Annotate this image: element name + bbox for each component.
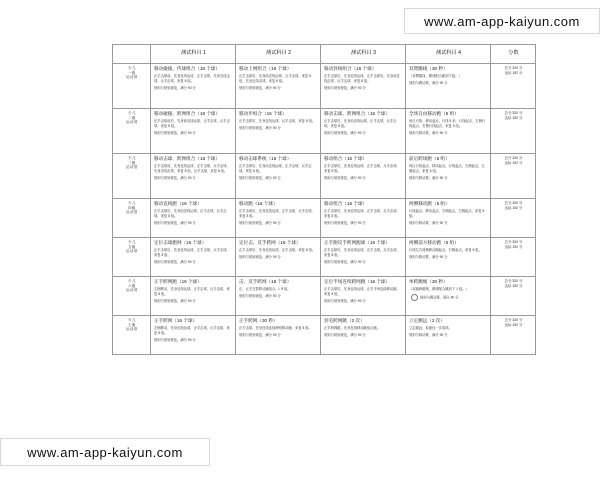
cell-title: 移动步组合（16 个球） xyxy=(239,111,287,116)
cell-title: 移动击球、跨网组合（16 个球） xyxy=(324,111,391,116)
cell-subject-1 xyxy=(151,154,236,199)
cell-note: 规则与规划规范，满分 90 分 xyxy=(154,220,196,225)
cell-title: 正手跨网（30 秒） xyxy=(239,318,278,323)
row-label: 少儿 七级 运动营 xyxy=(113,316,151,355)
cell-subject-4 xyxy=(406,316,491,355)
cell-note: 规则与规划规范，满分 90 分 xyxy=(324,332,366,337)
cell-body: 场区行线起点、移动起点，行线起点，右侧起点，左侧起点，来复 5 组。 xyxy=(409,163,485,173)
header-subject-1: 测试科目 1 xyxy=(151,45,236,64)
cell-note: 规则与踢动要，满分 90 分 xyxy=(409,80,448,85)
cell-note: 规则与规划规范，满分 90 分 xyxy=(324,220,366,225)
cell-subject-3 xyxy=(321,109,406,154)
cell-subject-4 xyxy=(406,277,491,316)
cell-body: 立定跳远，取最佳一次成绩。 xyxy=(409,325,452,330)
cell-score: 总分 320 分 达标 192 分 xyxy=(491,277,536,316)
cell-subject-2 xyxy=(236,154,321,199)
cell-title: 两侧前方移动跑（5 组） xyxy=(409,240,459,245)
cell-note: 规则与规划规范，满分 90 分 xyxy=(324,259,366,264)
cell-title: 两侧移动跑（5 组） xyxy=(409,201,450,206)
cell-body: 左侧移动，先身近线运球，正手击球，反手击球，来复 8 组。 xyxy=(154,325,230,335)
cell-title: 移动碰撞、跨网组合（16 个球） xyxy=(154,111,221,116)
cell-title: 立定跳远（2 次） xyxy=(409,318,445,323)
cell-title: 定位击球跑网（16 个球） xyxy=(154,240,207,245)
cell-subject-1 xyxy=(151,277,236,316)
cell-body: 正手击球后，先身前近线运球，正手击球，反手击球，来复 8 组。 xyxy=(324,118,397,128)
cell-body: 正手击球后，先身前近线运球，正手击球，反手击球，来复 8 组。 xyxy=(239,163,312,173)
header-corner xyxy=(113,45,151,64)
table-row xyxy=(113,154,536,199)
cell-body: （双跳跨跳绳，踢球配合跳到下 1 组。） xyxy=(409,286,469,291)
cell-title: 定位半场连续跨网跑（16 个球） xyxy=(324,279,391,284)
cell-body: 正手击球后，先身前近线运球，正手击球，反手击球，来复 8 组。 xyxy=(154,208,227,218)
cell-body: （双臂跳线，踢球配合跳到下组。） xyxy=(409,73,462,78)
cell-title: 单跨跳绳（30 秒） xyxy=(409,279,448,284)
cell-score: 总分 320 分 达标 192 分 xyxy=(491,199,536,238)
row-label: 少儿 五级 运动营 xyxy=(113,238,151,277)
cell-title: 击、反手跨网（16 个球） xyxy=(239,279,292,284)
cell-title: 正手跑反手跨网跑球（16 个球） xyxy=(324,240,391,245)
cell-body: 正手击球后，先身近线运球，正手击球，反手击球，来复 8 组。 xyxy=(324,208,400,218)
watermark-top: www.am-app-kaiyun.com xyxy=(404,8,600,34)
cell-title: 定位击、反手跨网（16 个球） xyxy=(239,240,301,245)
cell-note: 规则与规划规范，满分 90 分 xyxy=(154,130,196,135)
cell-subject-2 xyxy=(236,238,321,277)
cell-subject-2 xyxy=(236,316,321,355)
cell-body: 行线起点，移动起点，右侧起点，左侧起点，来复 5 组。 xyxy=(409,208,485,218)
cell-subject-1 xyxy=(151,64,236,109)
cell-body: 正、反手交替移动跑组合，L 8 组。 xyxy=(239,286,291,291)
row-label: 少儿 一级 运动营 xyxy=(113,64,151,109)
assessment-table xyxy=(112,44,536,355)
cell-note: 规则与规划规范，满分 90 分 xyxy=(239,220,281,225)
cell-subject-3 xyxy=(321,199,406,238)
cell-body: 正手击球前，先身近线运球，正手击球，反手击球，先身近线击球，来复 8 组，反手击球，来复 8 组。 xyxy=(154,163,230,173)
cell-body: 正手击球，先身近线连续跨网移动跑，来复 8 组。 xyxy=(239,325,312,330)
cell-title: 移动上网组合（16 个球） xyxy=(239,66,292,71)
cell-score: 总分 320 分 达标 192 分 xyxy=(491,316,536,355)
row-label: 少儿 六级 运动营 xyxy=(113,277,151,316)
cell-title: 双臂跳线（30 秒） xyxy=(409,66,448,71)
cell-note: 规则与规划规范，满分 90 分 xyxy=(324,85,366,90)
cell-title: 移动击球系统（16 个球） xyxy=(239,156,292,161)
cell-subject-4 xyxy=(406,199,491,238)
header-subject-3: 测试科目 3 xyxy=(321,45,406,64)
cell-note: 规则与规划规范，满分 90 分 xyxy=(239,332,281,337)
cell-body: 正手击球后，先身近线运球，正手击球，反手击球，来复 8 组。 xyxy=(324,247,400,257)
cell-subject-3 xyxy=(321,64,406,109)
cell-title: 移动直线跑（16 个球） xyxy=(154,201,202,206)
cell-body: 左侧移动，先身近线运球，正手击球，反手击球，来复 8 组。 xyxy=(154,286,230,296)
cell-note: 规则与规划规范，满分 90 分 xyxy=(154,175,196,180)
cell-score: 总分 320 分 达标 192 分 xyxy=(491,109,536,154)
cell-note: 规则与踢动要，满分 90 分 xyxy=(409,294,488,301)
row-label: 少儿 二级 运动营 xyxy=(113,109,151,154)
cell-note: 规则与规划规范，满分 90 分 xyxy=(154,259,196,264)
cell-subject-3 xyxy=(321,316,406,355)
cell-subject-2 xyxy=(236,109,321,154)
cell-subject-3 xyxy=(321,238,406,277)
cell-body: 正手击球后，先身近线运球，正手半场连续移动跑，来复 8 组。 xyxy=(324,286,400,296)
header-score: 分数 xyxy=(491,45,536,64)
cell-title: 全场自由移动跑（5 组） xyxy=(409,111,459,116)
table-row xyxy=(113,199,536,238)
header-subject-2: 测试科目 2 xyxy=(236,45,321,64)
cell-body: 正手击球后，先身近线运球，反手击球，来复 8 组。 xyxy=(239,118,316,123)
cell-title: 移动碰撞、传球组合（16 个球） xyxy=(154,66,221,71)
cell-body: 正手击球后，先身前近线运球，反手击球，来复 8 组，先身近线击球，来复 8 组。 xyxy=(239,73,311,83)
cell-subject-4 xyxy=(406,109,491,154)
cell-subject-4 xyxy=(406,238,491,277)
cell-subject-1 xyxy=(151,238,236,277)
cell-title: 正手跨网跑（16 个球） xyxy=(154,279,202,284)
cell-subject-2 xyxy=(236,277,321,316)
cell-note: 规则与规划规范，满分 90 分 xyxy=(154,337,196,342)
cell-score: 总分 320 分 达标 192 分 xyxy=(491,64,536,109)
cell-note: 规则与移动要，满分 90 分 xyxy=(409,332,448,337)
cell-title: 移动组合（16 个球） xyxy=(324,156,368,161)
cell-note: 规则与规划规范，满分 90 分 xyxy=(239,293,281,298)
cell-title: 羽毛跨网跳（2 次） xyxy=(324,318,365,323)
cell-title: 前后跨场跑（5 组） xyxy=(409,156,450,161)
cell-body: 正手击球后，先身近线运球，正手击球后，先身前近线击球，反手击球，来复 8 组。 xyxy=(324,73,400,83)
cell-subject-4 xyxy=(406,64,491,109)
table-row xyxy=(113,64,536,109)
table-container xyxy=(112,44,523,355)
table-row xyxy=(113,277,536,316)
cell-subject-1 xyxy=(151,316,236,355)
cell-subject-3 xyxy=(321,277,406,316)
cell-note: 规则与移动要，满分 90 分 xyxy=(409,220,448,225)
cell-subject-1 xyxy=(151,199,236,238)
cell-subject-1 xyxy=(151,109,236,154)
cell-note: 规则与规划规范，满分 90 分 xyxy=(239,175,281,180)
cell-body: 正手跨网跳，先身近线移动跳组合跑。 xyxy=(324,325,381,330)
cell-title: 移动组合（16 个球） xyxy=(324,201,368,206)
table-row xyxy=(113,316,536,355)
cell-title: 移动击球、跨网组合（16 个球） xyxy=(154,156,221,161)
cell-score: 总分 320 分 达标 192 分 xyxy=(491,238,536,277)
cell-note: 规则与规划规范，满分 90 分 xyxy=(239,85,281,90)
cell-note: 规则与移动要，满分 90 分 xyxy=(409,254,448,259)
cell-note: 规则与移动要，满分 90 分 xyxy=(409,175,448,180)
handwritten-mark-icon xyxy=(411,294,418,301)
header-subject-4: 测试科目 4 xyxy=(406,45,491,64)
table-body xyxy=(113,64,536,355)
cell-body: 正手击球后，先身近线运球，正手击球，来复 8 组。 xyxy=(239,247,316,252)
cell-title: 移动封线组合（16 个球） xyxy=(324,66,377,71)
cell-subject-3 xyxy=(321,154,406,199)
cell-body: 行线左右两侧移动跑起点，右侧起点，来复 5 组。 xyxy=(409,247,482,252)
table-header-row xyxy=(113,45,536,64)
cell-body: 正手击球后，先身近线运球，正手击球，反手击球，来复 8 组。 xyxy=(154,247,230,257)
cell-note: 规则与规划规范，满分 90 分 xyxy=(154,298,196,303)
cell-body: 正手击球前后，先身前近线运球，正手击球，反手击球，来复 8 组。 xyxy=(154,118,230,128)
cell-note: 规则与规划规范，满分 90 分 xyxy=(154,85,196,90)
row-label: 少儿 四级 运动营 xyxy=(113,199,151,238)
cell-note: 规则与规划规范，满分 90 分 xyxy=(324,130,366,135)
cell-note: 规则与规划规范，满分 90 分 xyxy=(239,254,281,259)
cell-note: 规则与规划规范，满分 90 分 xyxy=(324,175,366,180)
cell-subject-4 xyxy=(406,154,491,199)
watermark-bottom: www.am-app-kaiyun.com xyxy=(0,438,210,466)
cell-title: 正手跨网（16 个球） xyxy=(154,318,198,323)
cell-subject-2 xyxy=(236,64,321,109)
cell-body: 正手击球后，先身近线运球，正手击球，反手击球，来复 8 组。 xyxy=(239,208,315,218)
cell-score: 总分 320 分 达标 192 分 xyxy=(491,154,536,199)
cell-title: 移动跑（16 个球） xyxy=(239,201,278,206)
cell-note: 规则与规划规范，满分 90 分 xyxy=(324,298,366,303)
table-row xyxy=(113,109,536,154)
cell-note: 规则与规划规范，满分 90 分 xyxy=(239,125,281,130)
cell-body: 正手击球前，先身近线运球，正手击球，先身近线击球，反手击球，来复 8 组。 xyxy=(154,73,230,83)
cell-subject-2 xyxy=(236,199,321,238)
cell-note: 规则与移动要，满分 90 分 xyxy=(409,130,448,135)
row-label: 少儿 三级 运动营 xyxy=(113,154,151,199)
cell-body: 正手击球后，先身近线运球，正手击球，反手击球，来复 8 组。 xyxy=(324,163,400,173)
cell-body: 场区行线、移动起点、行线 5 米，行线起点，左侧行线起点，右侧行线起点，来复 5 组。 xyxy=(409,118,486,128)
table-row xyxy=(113,238,536,277)
